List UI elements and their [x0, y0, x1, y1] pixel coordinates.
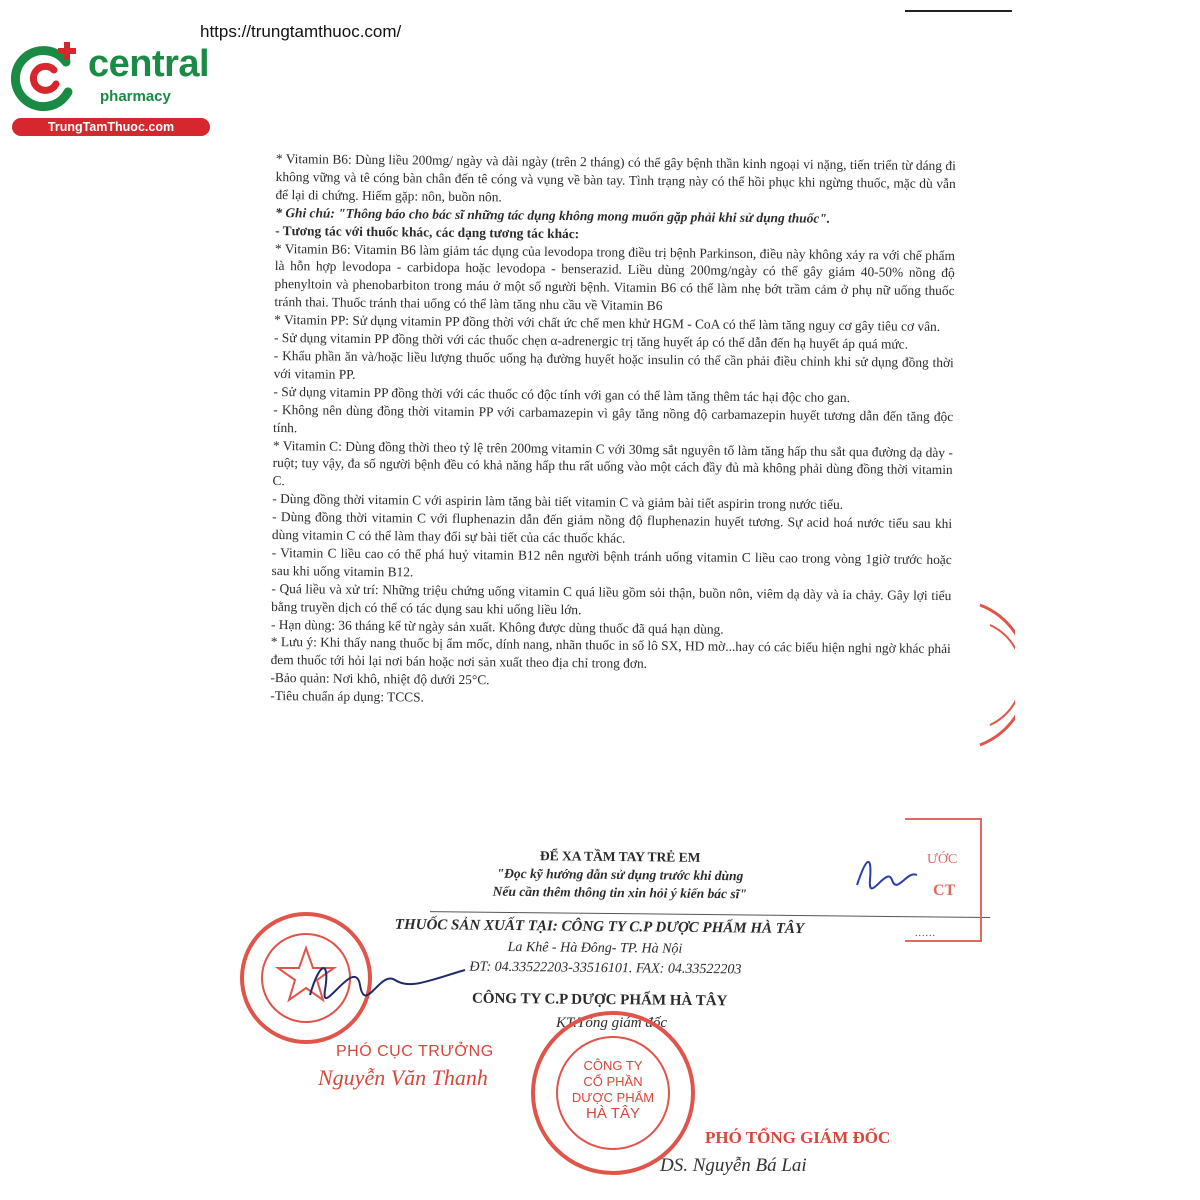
- para-pp-5: - Không nên dùng đồng thời vitamin PP với carbamazepin vì gây tăng nồng độ carbamazepin huyết tương dẫn đến tăng độc tính.: [273, 401, 954, 435]
- logo-site-bar: TrungTamThuoc.com: [12, 118, 210, 136]
- ptgd-label: PHÓ TỔNG GIÁM ĐỐC: [705, 1128, 891, 1147]
- stamp-line-2: CỔ PHẦN: [583, 1074, 643, 1089]
- manufacturer-phone: ĐT: 04.33522203-33516101. FAX: 04.33522203: [469, 959, 742, 978]
- stamp-line-3: DƯỢC PHẨM: [571, 1090, 655, 1105]
- right-partial-stamp: [905, 818, 982, 942]
- right-stamp-dots: ......: [915, 928, 936, 939]
- stamp-line-4: HÀ TÂY: [586, 1105, 640, 1122]
- signature-pct: [300, 950, 470, 1010]
- child-warning-block: [440, 846, 801, 904]
- para-interaction-heading: - Tương tác với thuốc khác, các dạng tương tác khác:: [275, 222, 580, 241]
- para-storage: -Bảo quản: Nơi khô, nhiệt độ dưới 25°C.: [270, 670, 490, 688]
- top-border-line: [905, 10, 1012, 12]
- stamp-line-1: CÔNG TY: [583, 1058, 643, 1073]
- para-b6-interaction: * Vitamin B6: Vitamin B6 làm giảm tác dụng của levodopa trong điều trị bệnh Parkinson, điều này không xảy ra với chế phẩm là hỗn hợp levodopa - carbidopa hoặc levodopa - benserazid. Liều dùng 200mg/ngày có thể gây giảm 40-50% nồng độ phenyltoin và phenobarbiton trong máu ở một số người bệnh. Vitamin B6 có thể làm nhẹ bớt trầm cảm ở phụ nữ uống thuốc tránh thai. Thuốc tránh thai uống có thể làm tăng nhu cầu về Vitamin B6: [274, 240, 956, 314]
- para-note: * Ghi chú: "Thông báo cho bác sĩ những tác dụng không mong muốn gặp phải khi sử dụng thuốc".: [275, 204, 831, 226]
- manufacturer-name: THUỐC SẢN XUẤT TẠI: CÔNG TY C.P DƯỢC PHẨM HÀ TÂY: [394, 916, 805, 938]
- logo-c-plus-icon: [10, 40, 82, 112]
- source-url[interactable]: https://trungtamthuoc.com/: [200, 22, 402, 41]
- para-overdose: - Quá liều và xử trí: Những triệu chứng uống vitamin C quá liều gồm sỏi thận, buồn nôn, viêm dạ dày và ỉa chảy. Gây lợi tiểu bằng truyền dịch có thể có tác dụng sau khi uống liều lớn.: [271, 580, 952, 617]
- para-pp-3: - Khẩu phần ăn và/hoặc liều lượng thuốc uống hạ đường huyết hoặc insulin có thể cần phải điều chỉnh khi sử dụng đồng thời với vitamin PP.: [273, 347, 954, 382]
- pct-name: Nguyễn Văn Thanh: [318, 1065, 488, 1090]
- right-edge-round-stamp: [975, 600, 1015, 750]
- company-stamp: [528, 1008, 698, 1178]
- logo-word: central: [88, 43, 210, 85]
- warning-line-2: Nếu cần thêm thông tin xin hỏi ý kiến bác sĩ": [492, 883, 748, 902]
- para-b6-side: * Vitamin B6: Dùng liều 200mg/ ngày và dài ngày (trên 2 tháng) có thể gây bệnh thần kinh ngoại vi nặng, tiến triển từ dáng đi không vững và tê cóng bàn chân đến tê cóng và vụng về bàn tay. Tình trạng này có thể hồi phục khi ngừng thuốc, mặc dù vẫn để lại di chứng. Hiếm gặp: nôn, buồn nôn.: [275, 150, 956, 205]
- para-caution: * Lưu ý: Khi thấy nang thuốc bị ẩm mốc, dính nang, nhãn thuốc in số lô SX, HD mờ...hay có các biểu hiện nghi ngờ khác phải đem thuốc tới hỏi lại nơi bán hoặc nơi sản xuất theo địa chỉ trong đơn.: [270, 634, 951, 672]
- para-pp-1: * Vitamin PP: Sử dụng vitamin PP đồng thời với chất ức chế men khử HGM - CoA có thể làm tăng nguy cơ gây tiêu cơ vân.: [274, 312, 941, 335]
- warning-title: ĐỂ XA TẦM TAY TRẺ EM: [539, 848, 701, 865]
- para-expiry: - Hạn dùng: 36 tháng kể từ ngày sản xuất. Không được dùng thuốc đã quá hạn dùng.: [270, 616, 724, 637]
- document-body: [270, 150, 956, 712]
- para-pp-4: - Sử dụng vitamin PP đồng thời với các thuốc có độc tính với gan có thể làm tăng thêm tác hại độc cho gan.: [273, 383, 851, 405]
- company-signoff: CÔNG TY C.P DƯỢC PHẨM HÀ TÂY: [471, 990, 728, 1010]
- para-c-4: - Vitamin C liều cao có thể phá huỷ vitamin B12 nên người bệnh tránh uống vitamin C liều cao trong vòng 1giờ trước hoặc sau khi uống vitamin B12.: [271, 544, 952, 580]
- para-c-3: - Dùng đồng thời vitamin C với fluphenazin dẫn đến giảm nồng độ fluphenazin huyết tương. Sự acid hoá nước tiểu sau khi dùng vitamin C có thể làm thay đổi sự bài tiết của các thuốc khác.: [271, 509, 953, 546]
- central-pharmacy-logo[interactable]: [10, 38, 215, 138]
- right-stamp-text-1: ƯỚC: [927, 852, 958, 867]
- pct-label: PHÓ CỤC TRƯỞNG: [336, 1043, 494, 1060]
- manufacturer-address: La Khê - Hà Đông- TP. Hà Nội: [507, 939, 683, 957]
- warning-line-1: "Đọc kỹ hướng dẫn sử dụng trước khi dùng: [496, 865, 744, 884]
- para-pp-2: - Sử dụng vitamin PP đồng thời với các thuốc chẹn α-adrenergic trị tăng huyết áp có thể dẫn đến hạ huyết áp quá mức.: [273, 330, 909, 352]
- logo-subword: pharmacy: [100, 88, 171, 105]
- ptgd-name: DS. Nguyễn Bá Lai: [660, 1155, 807, 1176]
- company-signoff-title: KT.Tổng giám đốc: [556, 1015, 667, 1031]
- para-c-1: * Vitamin C: Dùng đồng thời theo tỷ lệ trên 200mg vitamin C với 30mg sắt nguyên tố làm tăng hấp thu sắt qua đường dạ dày - ruột; tuy vậy, đa số người bệnh đều có khả năng hấp thu rất uống vào một cách đầy đủ mà không phải dùng đồng thời vitamin C.: [272, 437, 953, 489]
- para-c-2: - Dùng đồng thời vitamin C với aspirin làm tăng bài tiết vitamin C và giảm bài tiết aspirin trong nước tiểu.: [272, 491, 844, 513]
- para-standard: -Tiêu chuẩn áp dụng: TCCS.: [270, 688, 424, 705]
- right-stamp-text-2: CT: [933, 882, 956, 899]
